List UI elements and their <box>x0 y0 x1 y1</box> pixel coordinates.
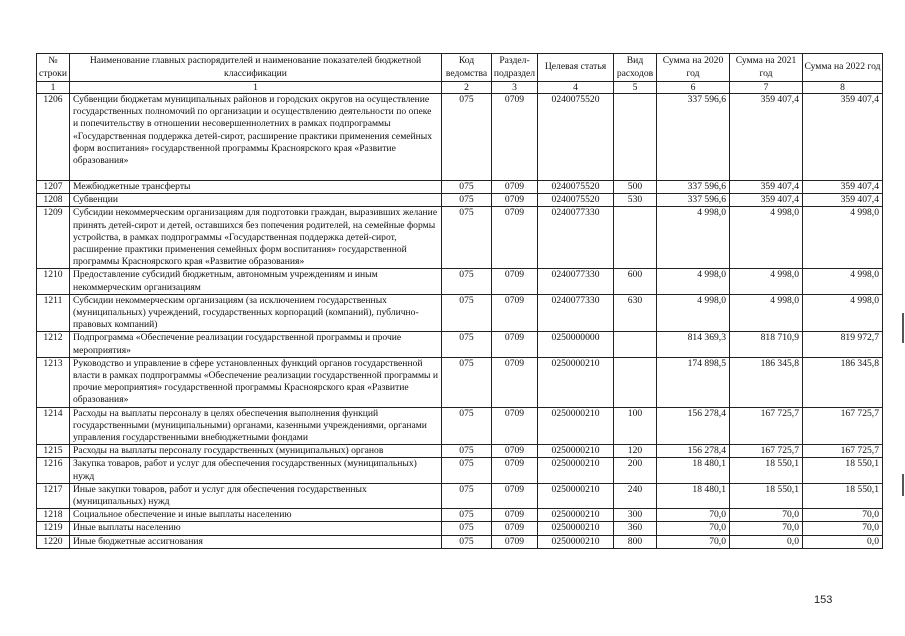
expense-type: 300 <box>614 509 657 522</box>
row-name: Субсидии некоммерческим организациям (за исключением государственных (муниципальных) учреждений, государственных корпораций (компаний), публично-правовых компаний) <box>70 294 442 332</box>
expense-type <box>614 357 657 407</box>
sum-2021: 4 998,0 <box>730 294 803 332</box>
sum-2021: 18 550,1 <box>730 458 803 483</box>
sum-2022: 4 998,0 <box>803 269 883 294</box>
sum-2020: 4 998,0 <box>657 207 730 269</box>
sum-2022: 186 345,8 <box>803 357 883 407</box>
department-code: 075 <box>442 483 492 508</box>
target-article: 0250000210 <box>538 483 614 508</box>
section-code: 0709 <box>492 194 538 207</box>
section-code: 0709 <box>492 332 538 357</box>
expense-type: 500 <box>614 181 657 194</box>
sum-2020: 337 596,6 <box>657 94 730 181</box>
target-article: 0250000210 <box>538 407 614 445</box>
row-name: Руководство и управление в сфере установленных функций органов государственной власти в рамках подпрограммы «Обеспечение реализации государственной программы и прочие мероприятия» государственной программы Красноярского края «Развитие образования» <box>70 357 442 407</box>
sum-2022: 0,0 <box>803 535 883 548</box>
row-number: 1213 <box>37 357 70 407</box>
section-code: 0709 <box>492 269 538 294</box>
header-department-code: Код ведомства <box>442 54 492 82</box>
table-row <box>37 535 883 548</box>
row-number: 1212 <box>37 332 70 357</box>
row-name: Расходы на выплаты персоналу государственных (муниципальных) органов <box>70 445 442 458</box>
sum-2020: 18 480,1 <box>657 483 730 508</box>
sum-2021: 167 725,7 <box>730 407 803 445</box>
column-number: 7 <box>730 82 803 94</box>
target-article: 0250000210 <box>538 458 614 483</box>
column-number: 2 <box>442 82 492 94</box>
sum-2022: 359 407,4 <box>803 194 883 207</box>
section-code: 0709 <box>492 94 538 181</box>
sum-2022: 167 725,7 <box>803 407 883 445</box>
row-name: Иные выплаты населению <box>70 522 442 535</box>
department-code: 075 <box>442 207 492 269</box>
row-number: 1216 <box>37 458 70 483</box>
expense-type: 200 <box>614 458 657 483</box>
table-row <box>37 458 883 483</box>
sum-2021: 818 710,9 <box>730 332 803 357</box>
page-number: 153 <box>814 594 833 606</box>
expense-type: 630 <box>614 294 657 332</box>
table-row <box>37 194 883 207</box>
row-name: Иные бюджетные ассигнования <box>70 535 442 548</box>
document-page <box>36 53 882 549</box>
header-sum-2020: Сумма на 2020 год <box>657 54 730 82</box>
department-code: 075 <box>442 458 492 483</box>
section-code: 0709 <box>492 294 538 332</box>
row-number: 1206 <box>37 94 70 181</box>
row-number: 1220 <box>37 535 70 548</box>
row-name: Субвенции <box>70 194 442 207</box>
sum-2020: 70,0 <box>657 509 730 522</box>
expense-type <box>614 332 657 357</box>
section-code: 0709 <box>492 445 538 458</box>
sum-2020: 4 998,0 <box>657 269 730 294</box>
target-article: 0250000210 <box>538 357 614 407</box>
header-sum-2022: Сумма на 2022 год <box>803 54 883 82</box>
column-number: 1 <box>37 82 70 94</box>
column-number: 3 <box>492 82 538 94</box>
header-target-article: Целевая статья <box>538 54 614 82</box>
department-code: 075 <box>442 407 492 445</box>
department-code: 075 <box>442 332 492 357</box>
column-number: 1 <box>70 82 442 94</box>
header-expense-type: Вид расходов <box>614 54 657 82</box>
column-number: 6 <box>657 82 730 94</box>
expense-type: 530 <box>614 194 657 207</box>
sum-2022: 819 972,7 <box>803 332 883 357</box>
scan-edge-mark <box>902 313 904 343</box>
table-row <box>37 332 883 357</box>
section-code: 0709 <box>492 522 538 535</box>
row-name: Субвенции бюджетам муниципальных районов и городских округов на осуществление государственных полномочий по организации и осуществлению деятельности по опеке и попечительству в отношении несовершеннолетних в рамках подпрограммы «Государственная поддержка детей-сирот, расширение практики применения семейных форм воспитания» государственной программы Красноярского края «Развитие образования» <box>70 94 442 181</box>
target-article: 0240075520 <box>538 194 614 207</box>
table-row <box>37 445 883 458</box>
sum-2022: 18 550,1 <box>803 458 883 483</box>
header-section: Раздел-подраздел <box>492 54 538 82</box>
sum-2020: 156 278,4 <box>657 407 730 445</box>
sum-2020: 174 898,5 <box>657 357 730 407</box>
target-article: 0250000210 <box>538 522 614 535</box>
sum-2021: 70,0 <box>730 509 803 522</box>
table-row <box>37 522 883 535</box>
sum-2020: 337 596,6 <box>657 194 730 207</box>
sum-2022: 167 725,7 <box>803 445 883 458</box>
target-article: 0240077330 <box>538 207 614 269</box>
expense-type: 100 <box>614 407 657 445</box>
sum-2020: 156 278,4 <box>657 445 730 458</box>
section-code: 0709 <box>492 509 538 522</box>
table-row <box>37 294 883 332</box>
table-row <box>37 357 883 407</box>
row-number: 1219 <box>37 522 70 535</box>
sum-2022: 359 407,4 <box>803 94 883 181</box>
sum-2021: 186 345,8 <box>730 357 803 407</box>
department-code: 075 <box>442 94 492 181</box>
sum-2021: 70,0 <box>730 522 803 535</box>
section-code: 0709 <box>492 357 538 407</box>
section-code: 0709 <box>492 181 538 194</box>
table-row <box>37 181 883 194</box>
header-name: Наименование главных распорядителей и наименование показателей бюджетной классификации <box>70 54 442 82</box>
budget-table <box>36 53 883 549</box>
department-code: 075 <box>442 522 492 535</box>
sum-2022: 70,0 <box>803 509 883 522</box>
row-name: Субсидии некоммерческим организациям для подготовки граждан, выразивших желание принять детей-сирот и детей, оставшихся без попечения родителей, на семейные формы устройства, в рамках подпрограммы «Государственная поддержка детей-сирот, расширение практики применения семейных форм воспитания» государственной программы Красноярского края «Развитие образования» <box>70 207 442 269</box>
department-code: 075 <box>442 445 492 458</box>
row-name: Расходы на выплаты персоналу в целях обеспечения выполнения функций государственными (муниципальными) органами, казенными учреждениями, органами управления государственными внебюджетными фондами <box>70 407 442 445</box>
header-row-number: № строки <box>37 54 70 82</box>
target-article: 0250000210 <box>538 509 614 522</box>
section-code: 0709 <box>492 483 538 508</box>
row-number: 1218 <box>37 509 70 522</box>
sum-2020: 70,0 <box>657 522 730 535</box>
sum-2021: 4 998,0 <box>730 269 803 294</box>
sum-2022: 70,0 <box>803 522 883 535</box>
sum-2020: 4 998,0 <box>657 294 730 332</box>
expense-type: 600 <box>614 269 657 294</box>
scan-edge-mark <box>902 474 904 496</box>
row-number: 1217 <box>37 483 70 508</box>
sum-2021: 18 550,1 <box>730 483 803 508</box>
row-number: 1210 <box>37 269 70 294</box>
expense-type: 360 <box>614 522 657 535</box>
target-article: 0250000210 <box>538 445 614 458</box>
table-row <box>37 207 883 269</box>
department-code: 075 <box>442 181 492 194</box>
sum-2022: 359 407,4 <box>803 181 883 194</box>
department-code: 075 <box>442 294 492 332</box>
row-number: 1207 <box>37 181 70 194</box>
column-number: 4 <box>538 82 614 94</box>
header-sum-2021: Сумма на 2021 год <box>730 54 803 82</box>
table-row <box>37 407 883 445</box>
row-name: Иные закупки товаров, работ и услуг для обеспечения государственных (муниципальных) нужд <box>70 483 442 508</box>
sum-2021: 359 407,4 <box>730 194 803 207</box>
target-article: 0250000210 <box>538 535 614 548</box>
department-code: 075 <box>442 357 492 407</box>
expense-type <box>614 94 657 181</box>
row-name: Закупка товаров, работ и услуг для обеспечения государственных (муниципальных) нужд <box>70 458 442 483</box>
row-number: 1214 <box>37 407 70 445</box>
target-article: 0240077330 <box>538 294 614 332</box>
sum-2020: 70,0 <box>657 535 730 548</box>
target-article: 0240075520 <box>538 181 614 194</box>
row-number: 1208 <box>37 194 70 207</box>
row-name: Подпрограмма «Обеспечение реализации государственной программы и прочие мероприятия» <box>70 332 442 357</box>
expense-type: 800 <box>614 535 657 548</box>
sum-2022: 18 550,1 <box>803 483 883 508</box>
sum-2021: 167 725,7 <box>730 445 803 458</box>
department-code: 075 <box>442 509 492 522</box>
target-article: 0240077330 <box>538 269 614 294</box>
row-number: 1215 <box>37 445 70 458</box>
sum-2021: 359 407,4 <box>730 181 803 194</box>
department-code: 075 <box>442 194 492 207</box>
row-number: 1211 <box>37 294 70 332</box>
section-code: 0709 <box>492 535 538 548</box>
sum-2022: 4 998,0 <box>803 207 883 269</box>
expense-type: 120 <box>614 445 657 458</box>
sum-2020: 814 369,3 <box>657 332 730 357</box>
sum-2021: 4 998,0 <box>730 207 803 269</box>
table-header-row <box>37 54 883 82</box>
sum-2021: 0,0 <box>730 535 803 548</box>
column-number: 8 <box>803 82 883 94</box>
sum-2020: 18 480,1 <box>657 458 730 483</box>
target-article: 0240075520 <box>538 94 614 181</box>
table-row <box>37 483 883 508</box>
sum-2021: 359 407,4 <box>730 94 803 181</box>
department-code: 075 <box>442 269 492 294</box>
expense-type: 240 <box>614 483 657 508</box>
column-number: 5 <box>614 82 657 94</box>
table-row <box>37 269 883 294</box>
target-article: 0250000000 <box>538 332 614 357</box>
sum-2020: 337 596,6 <box>657 181 730 194</box>
section-code: 0709 <box>492 407 538 445</box>
table-body <box>37 94 883 549</box>
sum-2022: 4 998,0 <box>803 294 883 332</box>
row-number: 1209 <box>37 207 70 269</box>
row-name: Социальное обеспечение и иные выплаты населению <box>70 509 442 522</box>
section-code: 0709 <box>492 207 538 269</box>
row-name: Межбюджетные трансферты <box>70 181 442 194</box>
table-row <box>37 509 883 522</box>
table-row <box>37 94 883 181</box>
expense-type <box>614 207 657 269</box>
row-name: Предоставление субсидий бюджетным, автономным учреждениям и иным некоммерческим организациям <box>70 269 442 294</box>
column-number-row <box>37 82 883 94</box>
department-code: 075 <box>442 535 492 548</box>
section-code: 0709 <box>492 458 538 483</box>
